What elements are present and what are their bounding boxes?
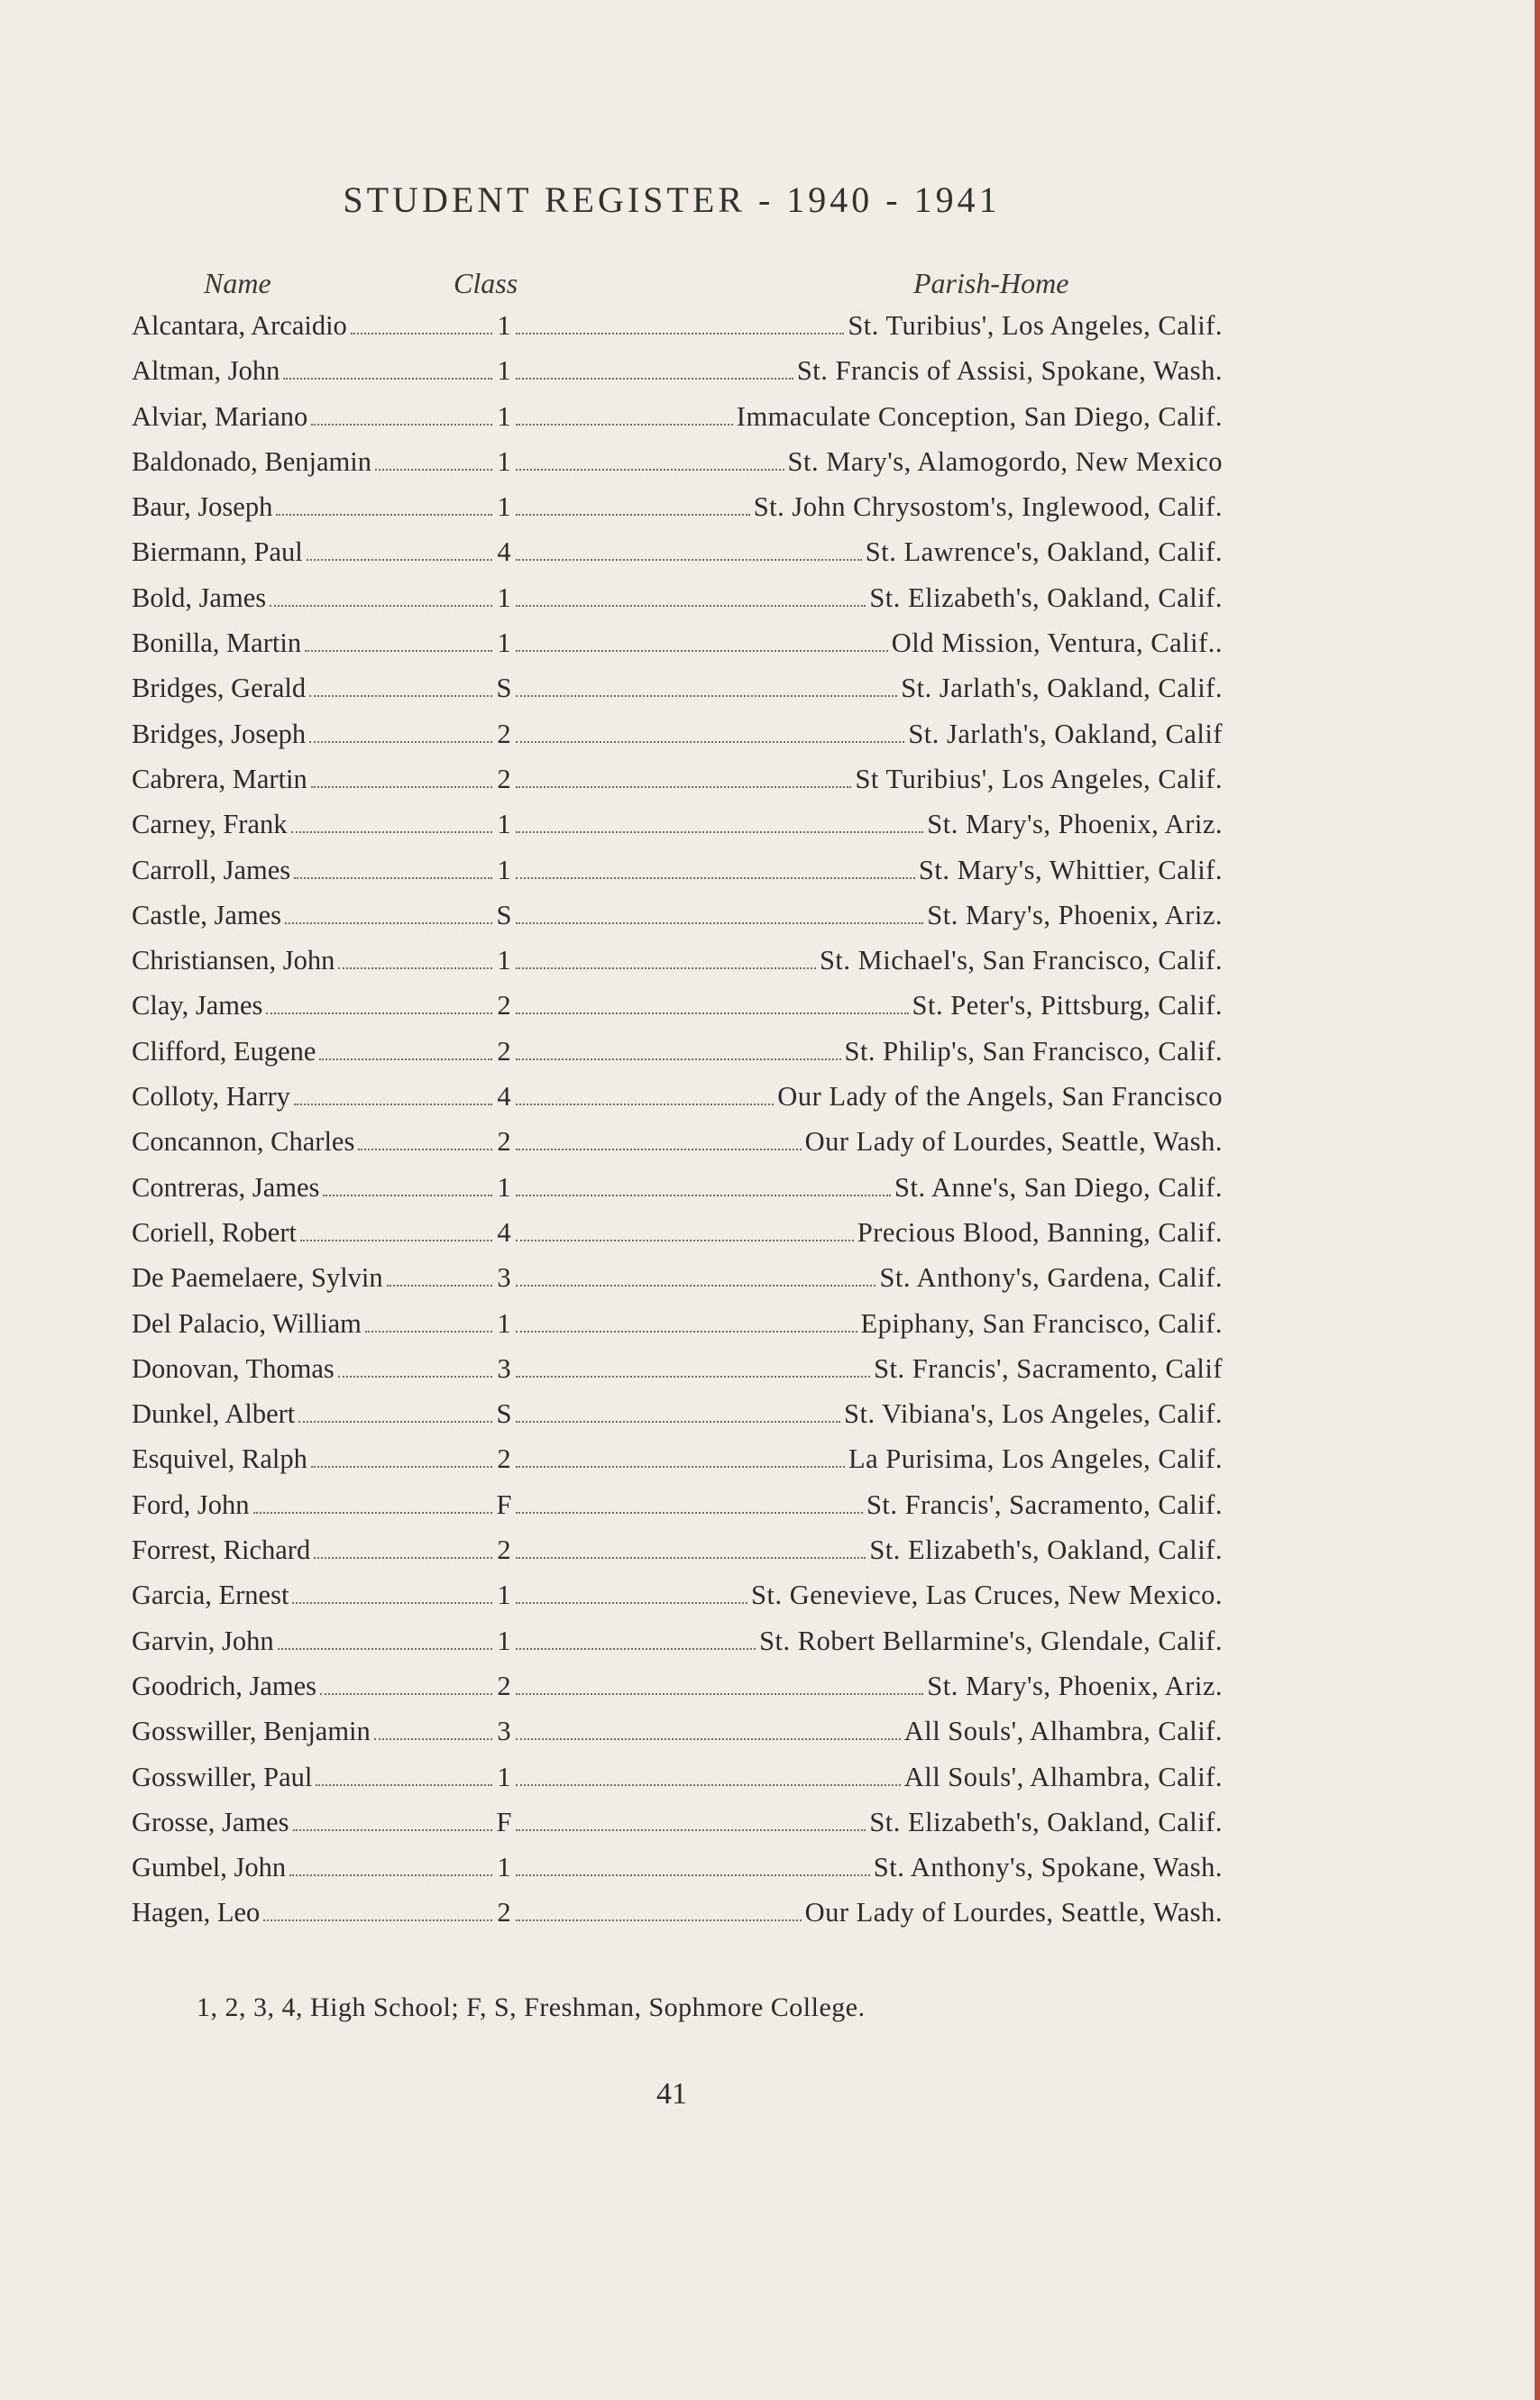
dot-leader [516,1512,863,1514]
dot-leader [266,1012,492,1014]
dot-leader [516,378,793,380]
student-parish-home: All Souls', Alhambra, Calif. [903,1761,1223,1792]
name-cell [132,1398,496,1431]
register-row [132,536,1223,582]
register-row [132,1172,1223,1217]
name-cell [132,1580,496,1612]
dot-leader [516,1738,901,1740]
student-name: Dunkel, Albert [132,1398,296,1430]
register-row [132,809,1223,854]
student-parish-home: St. Elizabeth's, Oakland, Calif. [869,1806,1223,1837]
name-cell [132,673,496,705]
register-row [132,764,1223,809]
student-parish-home: St. Anthony's, Gardena, Calif. [879,1262,1223,1294]
student-name: Gumbel, John [132,1852,287,1883]
register-row [132,1443,1223,1489]
student-class: 1 [497,310,511,341]
page-edge [1535,0,1540,2400]
student-parish-home: Epiphany, San Francisco, Calif. [860,1307,1223,1339]
student-parish-home: St. Mary's, Phoenix, Ariz. [927,809,1223,840]
dot-leader [365,1331,492,1333]
name-cell [132,1897,496,1929]
student-class: 1 [497,854,511,885]
student-class: 1 [497,945,511,976]
register-row [132,1534,1223,1580]
dot-leader [516,1693,923,1695]
student-class: 1 [497,1580,511,1611]
student-name: Contreras, James [132,1171,320,1203]
dot-leader [516,1149,802,1150]
dot-leader [309,741,492,743]
dot-leader [516,469,784,471]
student-class: 1 [497,355,511,387]
register-row [132,355,1223,400]
student-register-list [132,310,1223,1943]
dot-leader [516,695,897,697]
student-parish-home: All Souls', Alhambra, Calif. [903,1716,1223,1747]
student-class: 4 [497,1216,511,1248]
name-cell [132,401,496,434]
student-class: 2 [497,1126,511,1158]
student-class: 2 [497,763,511,794]
student-name: Baldonado, Benjamin [132,445,371,477]
dot-leader [516,1195,891,1196]
dot-leader [516,514,750,516]
dot-leader [298,1421,492,1423]
register-row [132,1897,1223,1942]
dot-leader [263,1919,492,1921]
register-row [132,1807,1223,1852]
student-parish-home: St. Genevieve, Las Cruces, New Mexico. [751,1580,1223,1611]
student-parish-home: St. Michael's, San Francisco, Calif. [819,945,1223,976]
student-class: 3 [497,1262,511,1294]
student-class: 1 [497,400,511,432]
student-class: 4 [497,536,511,568]
name-cell [132,1762,496,1794]
dot-leader [516,741,904,743]
student-name: Carroll, James [132,854,291,885]
dot-leader [311,786,492,788]
student-name: Biermann, Paul [132,536,303,568]
dot-leader [270,605,492,607]
register-row [132,627,1223,673]
register-row [132,719,1223,764]
student-class: 1 [497,1761,511,1792]
dot-leader [311,1466,492,1468]
student-parish-home: St. Mary's, Whittier, Calif. [918,854,1223,885]
name-cell [132,809,496,841]
student-parish-home: St. Mary's, Phoenix, Ariz. [927,1670,1223,1701]
student-name: Carney, Frank [132,809,288,840]
dot-leader [516,1058,841,1060]
student-class: 2 [497,990,511,1021]
dot-leader [516,424,733,426]
name-cell [132,1807,496,1839]
student-parish-home: St. Elizabeth's, Oakland, Calif. [869,582,1223,613]
student-class: 2 [497,718,511,749]
column-header-name: Name [204,267,271,299]
student-name: Goodrich, James [132,1670,316,1701]
name-cell [132,900,496,932]
dot-leader [387,1285,492,1287]
student-name: Forrest, Richard [132,1534,311,1566]
footnote: 1, 2, 3, 4, High School; F, S, Freshman, Sophmore College. [197,1992,866,2022]
name-cell [132,536,496,569]
dot-leader [253,1512,493,1514]
register-row [132,401,1223,446]
name-cell [132,1081,496,1113]
student-class: 1 [497,1171,511,1203]
dot-leader [516,1874,870,1876]
dot-leader [516,967,816,969]
student-parish-home: St Turibius', Los Angeles, Calif. [855,763,1223,794]
register-row [132,582,1223,627]
student-parish-home: St. Vibiana's, Los Angeles, Calif. [844,1398,1223,1430]
dot-leader [516,922,923,924]
student-parish-home: St. Jarlath's, Oakland, Calif [908,718,1223,749]
student-class: 1 [497,1307,511,1339]
dot-leader [292,1602,492,1604]
dot-leader [516,1602,747,1604]
name-cell [132,1534,496,1567]
name-cell [132,1172,496,1205]
student-class: S [496,1398,512,1430]
dot-leader [311,424,492,426]
student-name: Castle, James [132,899,282,930]
column-header-class: Class [454,267,518,299]
student-parish-home: Our Lady of the Angels, San Francisco [777,1081,1223,1113]
student-parish-home: Our Lady of Lourdes, Seattle, Wash. [804,1897,1223,1928]
dot-leader [516,1240,854,1241]
name-cell [132,355,496,388]
student-parish-home: St. Anne's, San Diego, Calif. [894,1171,1223,1203]
dot-leader [293,1829,493,1831]
student-class: 3 [497,1352,511,1384]
register-row [132,1262,1223,1307]
student-parish-home: La Purisima, Los Angeles, Calif. [848,1443,1223,1475]
name-cell [132,1262,496,1295]
student-class: S [496,673,512,704]
register-row [132,1308,1223,1353]
name-cell [132,719,496,751]
student-name: Bonilla, Martin [132,627,302,659]
dot-leader [516,1331,857,1333]
student-name: Ford, John [132,1489,250,1520]
student-parish-home: St. Philip's, San Francisco, Calif. [844,1035,1223,1067]
student-name: Del Palacio, William [132,1307,362,1339]
name-cell [132,1671,496,1703]
name-cell [132,582,496,615]
student-name: Cabrera, Martin [132,763,307,794]
student-name: Colloty, Harry [132,1081,290,1113]
dot-leader [358,1149,492,1150]
student-name: Hagen, Leo [132,1897,261,1928]
register-row [132,1852,1223,1897]
student-name: Esquivel, Ralph [132,1443,307,1475]
dot-leader [516,605,866,607]
register-row [132,945,1223,990]
dot-leader [516,1421,840,1423]
student-parish-home: St. Francis', Sacramento, Calif [874,1352,1223,1384]
register-row [132,1353,1223,1398]
student-parish-home: St. Jarlath's, Oakland, Calif. [901,673,1223,704]
dot-leader [307,559,492,561]
student-class: 2 [497,1443,511,1475]
dot-leader [283,378,492,380]
name-cell [132,1126,496,1159]
dot-leader [291,831,492,833]
name-cell [132,1217,496,1250]
student-name: De Paemelaere, Sylvin [132,1262,383,1294]
student-parish-home: St. Elizabeth's, Oakland, Calif. [869,1534,1223,1566]
student-parish-home: Precious Blood, Banning, Calif. [857,1216,1223,1248]
dot-leader [516,650,888,652]
dot-leader [276,514,492,516]
student-name: Bold, James [132,582,267,613]
register-row [132,491,1223,536]
student-class: F [496,1806,512,1837]
student-parish-home: St. Anthony's, Spokane, Wash. [873,1852,1223,1883]
student-name: Clifford, Eugene [132,1035,316,1067]
dot-leader [516,1648,756,1650]
student-class: 1 [497,627,511,659]
name-cell [132,1716,496,1748]
student-class: 4 [497,1081,511,1113]
name-cell [132,1036,496,1068]
student-parish-home: St. Francis of Assisi, Spokane, Wash. [796,355,1223,387]
student-name: Donovan, Thomas [132,1352,335,1384]
dot-leader [320,1693,492,1695]
dot-leader [319,1058,492,1060]
name-cell [132,764,496,796]
student-class: 1 [497,1625,511,1656]
dot-leader [516,786,851,788]
register-row [132,1126,1223,1171]
name-cell [132,627,496,660]
dot-leader [314,1557,492,1559]
dot-leader [516,1285,875,1287]
student-parish-home: St. Mary's, Phoenix, Ariz. [927,899,1223,930]
register-row [132,1671,1223,1716]
student-name: Gosswiller, Benjamin [132,1716,371,1747]
register-row [132,1626,1223,1671]
dot-leader [294,1104,492,1105]
dot-leader [316,1784,492,1786]
register-row [132,446,1223,491]
register-row [132,310,1223,355]
dot-leader [516,1784,901,1786]
dot-leader [516,1829,866,1831]
name-cell [132,446,496,479]
student-parish-home: Immaculate Conception, San Diego, Calif. [736,400,1223,432]
student-name: Gosswiller, Paul [132,1761,313,1792]
dot-leader [294,877,492,879]
name-cell [132,1489,496,1522]
dot-leader [338,967,492,969]
student-class: 2 [497,1897,511,1928]
dot-leader [309,695,492,697]
register-row [132,673,1223,718]
dot-leader [289,1874,492,1876]
register-row [132,1398,1223,1443]
dot-leader [516,1919,802,1921]
student-class: 2 [497,1670,511,1701]
dot-leader [374,1738,492,1740]
student-name: Bridges, Gerald [132,673,307,704]
student-name: Garvin, John [132,1625,274,1656]
name-cell [132,1353,496,1386]
dot-leader [351,333,492,334]
student-name: Coriell, Robert [132,1216,297,1248]
student-class: 1 [497,582,511,613]
student-class: 1 [497,809,511,840]
student-name: Grosse, James [132,1806,289,1837]
dot-leader [300,1240,492,1241]
student-name: Clay, James [132,990,263,1021]
dot-leader [516,831,923,833]
student-name: Alviar, Mariano [132,400,308,432]
dot-leader [516,1557,866,1559]
dot-leader [516,1376,870,1378]
name-cell [132,945,496,977]
student-name: Christiansen, John [132,945,335,976]
dot-leader [323,1195,492,1196]
dot-leader [516,877,915,879]
dot-leader [516,333,844,334]
student-name: Bridges, Joseph [132,718,307,749]
student-class: 2 [497,1534,511,1566]
student-parish-home: Old Mission, Ventura, Calif.. [891,627,1223,659]
student-parish-home: St. Mary's, Alamogordo, New Mexico [787,445,1223,477]
dot-leader [516,1104,774,1105]
column-header-parish: Parish-Home [913,267,1069,299]
page-number: 41 [656,2077,687,2111]
student-parish-home: St. Francis', Sacramento, Calif. [866,1489,1223,1520]
student-class: F [496,1489,512,1520]
student-parish-home: St. John Chrysostom's, Inglewood, Calif. [753,491,1223,523]
student-name: Garcia, Ernest [132,1580,289,1611]
dot-leader [375,469,492,471]
dot-leader [278,1648,492,1650]
student-class: 1 [497,1852,511,1883]
name-cell [132,990,496,1022]
register-row [132,990,1223,1035]
student-parish-home: St. Lawrence's, Oakland, Calif. [865,536,1223,568]
dot-leader [338,1376,492,1378]
name-cell [132,1626,496,1658]
student-parish-home: St. Robert Bellarmine's, Glendale, Calif. [759,1625,1223,1656]
register-row [132,1217,1223,1262]
register-row [132,1036,1223,1081]
register-row [132,1762,1223,1807]
name-cell [132,1852,496,1884]
student-parish-home: St. Turibius', Los Angeles, Calif. [848,310,1223,341]
student-class: 1 [497,445,511,477]
name-cell [132,1308,496,1341]
student-class: S [496,899,512,930]
student-name: Concannon, Charles [132,1126,355,1158]
register-row [132,1081,1223,1126]
register-row [132,1716,1223,1761]
dot-leader [285,922,492,924]
name-cell [132,855,496,887]
dot-leader [516,559,862,561]
student-class: 1 [497,491,511,523]
name-cell [132,1443,496,1476]
student-name: Alcantara, Arcaidio [132,310,347,341]
dot-leader [516,1466,845,1468]
name-cell [132,310,496,343]
register-row [132,900,1223,945]
page-title: STUDENT REGISTER - 1940 - 1941 [343,179,1001,220]
student-class: 3 [497,1716,511,1747]
name-cell [132,491,496,524]
register-row [132,1489,1223,1534]
dot-leader [516,1012,909,1014]
student-class: 2 [497,1035,511,1067]
student-parish-home: St. Peter's, Pittsburg, Calif. [912,990,1223,1021]
register-row [132,1580,1223,1625]
student-parish-home: Our Lady of Lourdes, Seattle, Wash. [804,1126,1223,1158]
register-row [132,855,1223,900]
student-name: Altman, John [132,355,280,387]
dot-leader [305,650,492,652]
student-name: Baur, Joseph [132,491,273,523]
